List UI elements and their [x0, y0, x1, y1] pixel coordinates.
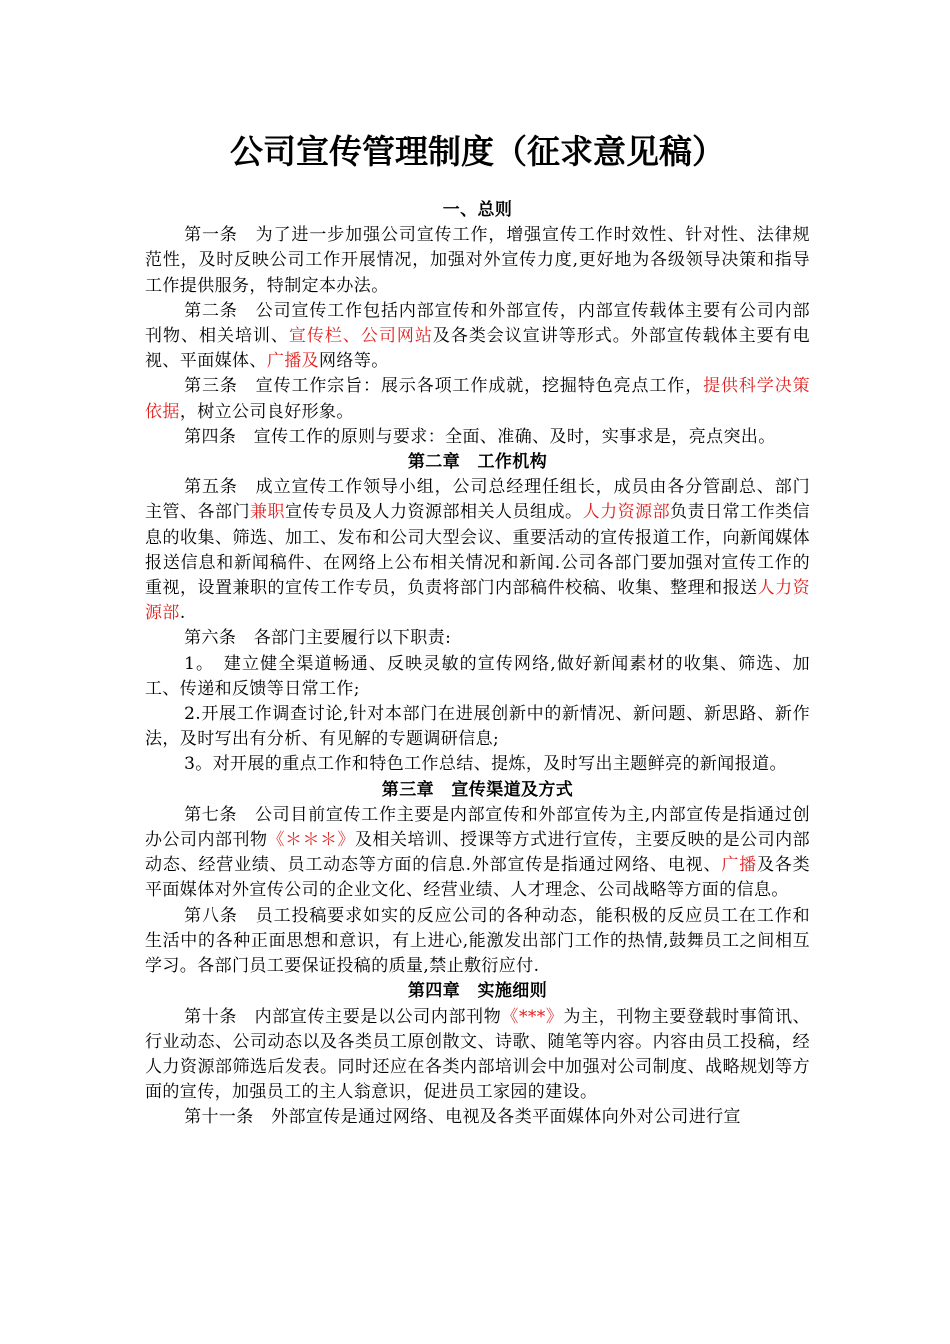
- article-7: 第七条 公司目前宣传工作主要是内部宣传和外部宣传为主,内部宣传是指通过创办公司内部刊物《＊＊＊》及相关培训、授课等方式进行宣传，主要反映的是公司内部动态、经营业绩、员工动态等方面的信息.外部宣传是指通过网络、电视、广播及各类平面媒体对外宣传公司的企业文化、经营业绩、人才理念、公司战略等方面的信息。: [145, 804, 811, 901]
- highlight-text: 人力资源部: [145, 578, 810, 624]
- article-10: 第十条 内部宣传主要是以公司内部刊物《***》为主，刊物主要登载时事简讯、行业动态、公司动态以及各类员工原创散文、诗歌、随笔等内容。内容由员工投稿，经人力资源部筛选后发表。同时还应在各类内部培训会中加强对公司制度、战略规划等方面的宣传，加强员工的主人翁意识，促进员工家园的建设。: [145, 1006, 811, 1103]
- article-6: 第六条 各部门主要履行以下职责:: [184, 628, 452, 649]
- article-3: 第三条 宣传工作宗旨：展示各项工作成就，挖掘特色亮点工作，提供科学决策依据，树立公司良好形象。: [145, 376, 810, 422]
- highlight-text: 《＊＊＊》: [267, 830, 356, 851]
- article-4: 第四条 宣传工作的原则与要求：全面、准确、及时，实事求是，亮点突出。: [184, 426, 776, 447]
- article-2: 第二条 公司宣传工作包括内部宣传和外部宣传，内部宣传载体主要有公司内部刊物、相关培训、宣传栏、公司网站及各类会议宣讲等形式。外部宣传载体主要有电视、平面媒体、广播及网络等。: [145, 300, 811, 372]
- document-body: [145, 198, 810, 1131]
- article-5: 第五条 成立宣传工作领导小组，公司总经理任组长，成员由各分管副总、部门主管、各部门兼职宣传专员及人力资源部相关人员组成。人力资源部负责日常工作类信息的收集、筛选、加工、发布和公司大型会议、重要活动的宣传报道工作，向新闻媒体报送信息和新闻稿件、在网络上公布相关情况和新闻.公司各部门要加强对宣传工作的重视，设置兼职的宣传工作专员，负责将部门内部稿件校稿、收集、整理和报送人力资源部.: [145, 477, 810, 624]
- duty-item-2: 2.开展工作调查讨论,针对本部门在进展创新中的新情况、新问题、新思路、新作法，及时写出有分析、有见解的专题调研信息;: [145, 704, 810, 750]
- article-11: 第十一条 外部宣传是通过网络、电视及各类平面媒体向外对公司进行宣: [184, 1107, 741, 1128]
- highlight-text: 广播: [721, 855, 757, 876]
- highlight-text: 提供科学决策依据: [145, 376, 810, 422]
- highlight-text: 《***》: [501, 1006, 564, 1027]
- article-8: 第八条 员工投稿要求如实的反应公司的各种动态，能积极的反应员工在工作和生活中的各种正面思想和意识，有上进心,能激发出部门工作的热情,鼓舞员工之间相互学习。各部门员工要保证投稿的质量,禁止敷衍应付.: [145, 905, 810, 977]
- highlight-text: 人力资源部: [582, 502, 671, 523]
- chapter-1-heading: 一、总则: [442, 200, 513, 220]
- chapter-2-heading: 第二章 工作机构: [407, 452, 548, 473]
- highlight-text: 广播及: [266, 351, 320, 372]
- highlight-text: 宣传栏、公司网站: [288, 326, 433, 347]
- article-1: 第一条 为了进一步加强公司宣传工作，增强宣传工作时效性、针对性、法律规范性，及时反映公司工作开展情况，加强对外宣传力度,更好地为各级领导决策和指导工作提供服务，特制定本办法。: [145, 225, 810, 296]
- highlight-text: 兼职: [250, 502, 286, 523]
- duty-item-1: 1。 建立健全渠道畅通、反映灵敏的宣传网络,做好新闻素材的收集、筛选、加工、传递和反馈等日常工作;: [145, 653, 810, 699]
- chapter-3-heading: 第三章 宣传渠道及方式: [381, 779, 574, 800]
- document-title: 公司宣传管理制度（征求意见稿）: [230, 132, 725, 171]
- chapter-4-heading: 第四章 实施细则: [407, 981, 548, 1002]
- duty-item-3: 3。对开展的重点工作和特色工作总结、提炼，及时写出主题鲜亮的新闻报道。: [184, 754, 787, 775]
